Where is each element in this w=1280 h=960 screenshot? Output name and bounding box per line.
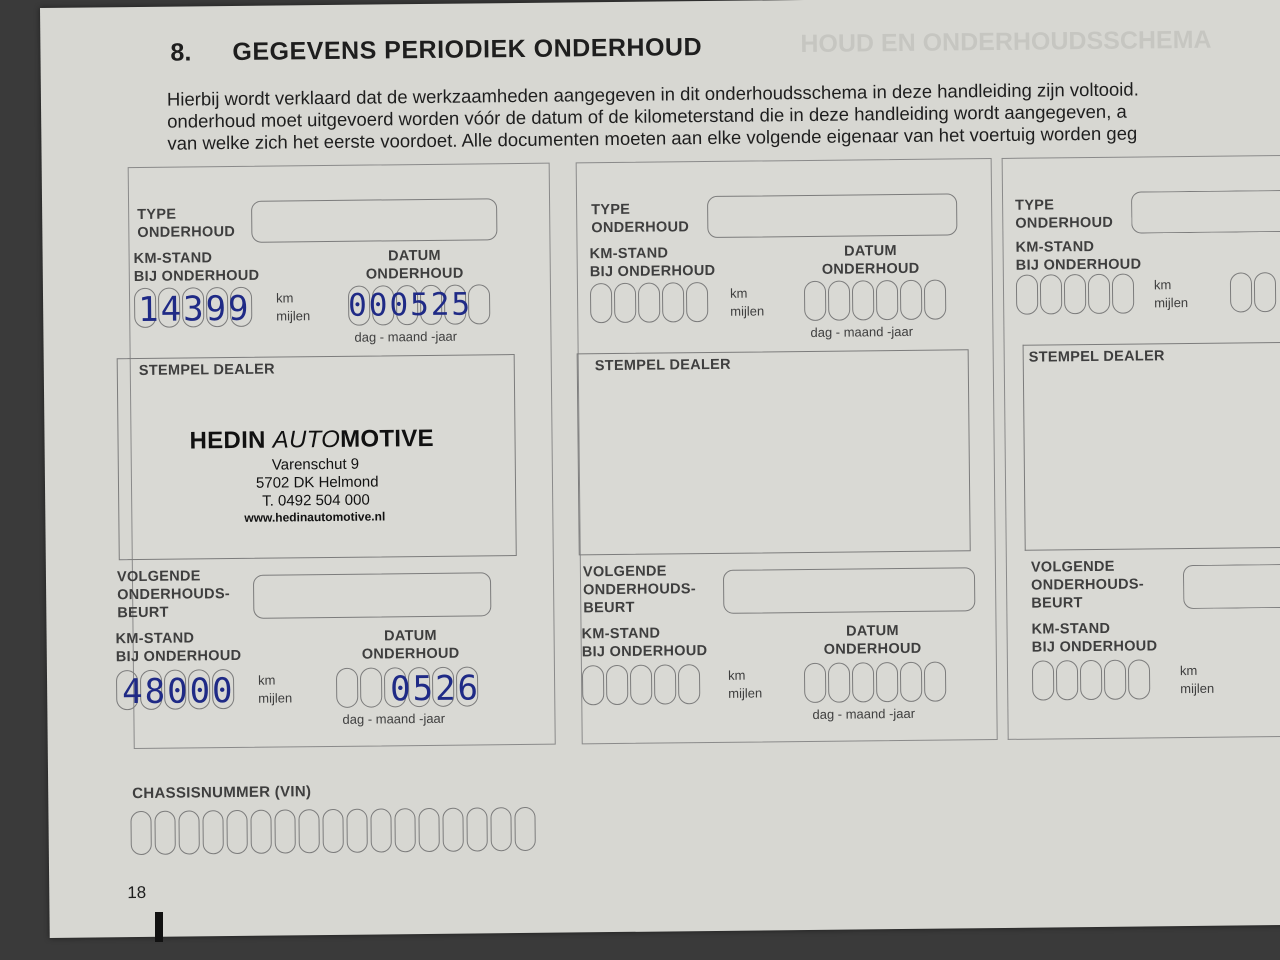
- type-field[interactable]: [251, 198, 497, 243]
- intro-line: onderhoud moet uitgevoerd worden vóór de datum of de kilometerstand die in deze handleiding wordt aangegeven, a: [167, 100, 1127, 132]
- type-label: TYPE ONDERHOUD: [137, 206, 236, 241]
- km-unit: km: [1153, 277, 1172, 293]
- page-number: 18: [127, 882, 147, 903]
- chassis-label: CHASSISNUMMER (VIN): [132, 783, 312, 803]
- km-unit: km: [727, 667, 746, 683]
- stempel-dealer-label: STEMPEL DEALER: [1028, 348, 1165, 366]
- handwritten-next-km: 48000: [121, 671, 235, 713]
- type-label: TYPE ONDERHOUD: [591, 201, 690, 237]
- mijlen-unit: mijlen: [1154, 294, 1189, 311]
- type-field[interactable]: [1131, 189, 1280, 233]
- km-unit: km: [729, 285, 748, 301]
- km-stand-label: KM-STAND BIJ ONDERHOUD: [133, 250, 260, 286]
- next-km-cells[interactable]: [582, 664, 700, 705]
- datum-label: DATUM ONDERHOUD: [365, 247, 464, 283]
- mijlen-unit: mijlen: [276, 308, 311, 324]
- dealer-stamp-area: [1023, 341, 1280, 550]
- next-service-field[interactable]: [1183, 563, 1280, 609]
- dealer-phone: T. 0492 504 000: [262, 491, 370, 510]
- date-cells[interactable]: [1230, 272, 1276, 312]
- maintenance-card-1: [115, 163, 556, 749]
- km-stand-label: KM-STAND BIJ ONDERHOUD: [1015, 238, 1142, 274]
- intro-paragraph: [167, 77, 1280, 155]
- volgende-label: VOLGENDE ONDERHOUDS- BEURT: [1030, 558, 1145, 612]
- km-unit: km: [257, 672, 276, 688]
- dealer-name: HEDIN AUTOMOTIVE: [189, 424, 435, 455]
- chassis-cells[interactable]: [130, 807, 535, 855]
- type-field[interactable]: [707, 193, 957, 238]
- type-label: TYPE ONDERHOUD: [1015, 197, 1114, 232]
- date-cells[interactable]: [804, 280, 946, 321]
- next-service-field[interactable]: [723, 567, 975, 614]
- next-datum-label: DATUM ONDERHOUD: [823, 623, 922, 658]
- dealer-website: www.hedinautomotive.nl: [244, 509, 386, 525]
- dealer-city: 5702 DK Helmond: [255, 473, 379, 492]
- date-format: dag - maand -jaar: [810, 323, 914, 340]
- dealer-street: Varenschut 9: [271, 455, 360, 474]
- date-format: dag - maand -jaar: [354, 328, 458, 345]
- pen-mark: [155, 912, 163, 942]
- mijlen-unit: mijlen: [1180, 680, 1215, 697]
- km-unit: km: [275, 290, 294, 306]
- next-km-stand-label: KM-STAND BIJ ONDERHOUD: [581, 625, 708, 661]
- stempel-dealer-label: STEMPEL DEALER: [594, 356, 731, 375]
- km-stand-label: KM-STAND BIJ ONDERHOUD: [589, 245, 716, 281]
- volgende-label: VOLGENDE ONDERHOUDS- BEURT: [116, 568, 231, 622]
- datum-label: DATUM ONDERHOUD: [821, 243, 920, 278]
- bleed-through-text: HOUD EN ONDERHOUDSSCHEMA: [800, 25, 1212, 59]
- maintenance-card-3: [1002, 155, 1280, 740]
- dealer-stamp-area: [577, 349, 971, 555]
- km-cells[interactable]: [590, 282, 708, 323]
- handwritten-km: 14399: [137, 288, 251, 330]
- next-datum-label: DATUM ONDERHOUD: [361, 627, 460, 663]
- next-km-cells[interactable]: [1032, 659, 1150, 700]
- next-km-stand-label: KM-STAND BIJ ONDERHOUD: [115, 630, 242, 666]
- mijlen-unit: mijlen: [728, 685, 763, 701]
- volgende-label: VOLGENDE ONDERHOUDS- BEURT: [582, 563, 697, 617]
- next-service-field[interactable]: [253, 572, 491, 618]
- km-cells[interactable]: [1016, 274, 1134, 315]
- handwritten-next-date: 0526: [389, 668, 481, 710]
- date-format: dag - maand -jaar: [812, 705, 916, 722]
- mijlen-unit: mijlen: [258, 690, 293, 706]
- intro-line: Hierbij wordt verklaard dat de werkzaamheden aangegeven in dit onderhoudsschema in deze handleiding zijn voltooid.: [166, 78, 1139, 110]
- manual-page: [40, 0, 1280, 938]
- section-number: 8.: [170, 38, 192, 67]
- maintenance-card-2: [576, 158, 998, 744]
- stempel-dealer-label: STEMPEL DEALER: [138, 361, 275, 379]
- next-date-cells[interactable]: [804, 662, 946, 703]
- handwritten-date: 000525: [347, 286, 473, 324]
- intro-line: van welke zich het eerste voordoet. Alle documenten moeten aan elke volgende eigenaar van het voertuig worden geg: [167, 122, 1138, 154]
- mijlen-unit: mijlen: [730, 303, 765, 319]
- km-unit: km: [1179, 662, 1198, 679]
- next-km-stand-label: KM-STAND BIJ ONDERHOUD: [1031, 620, 1158, 656]
- section-title: GEGEVENS PERIODIEK ONDERHOUD: [232, 33, 703, 66]
- date-format: dag - maand -jaar: [342, 710, 446, 727]
